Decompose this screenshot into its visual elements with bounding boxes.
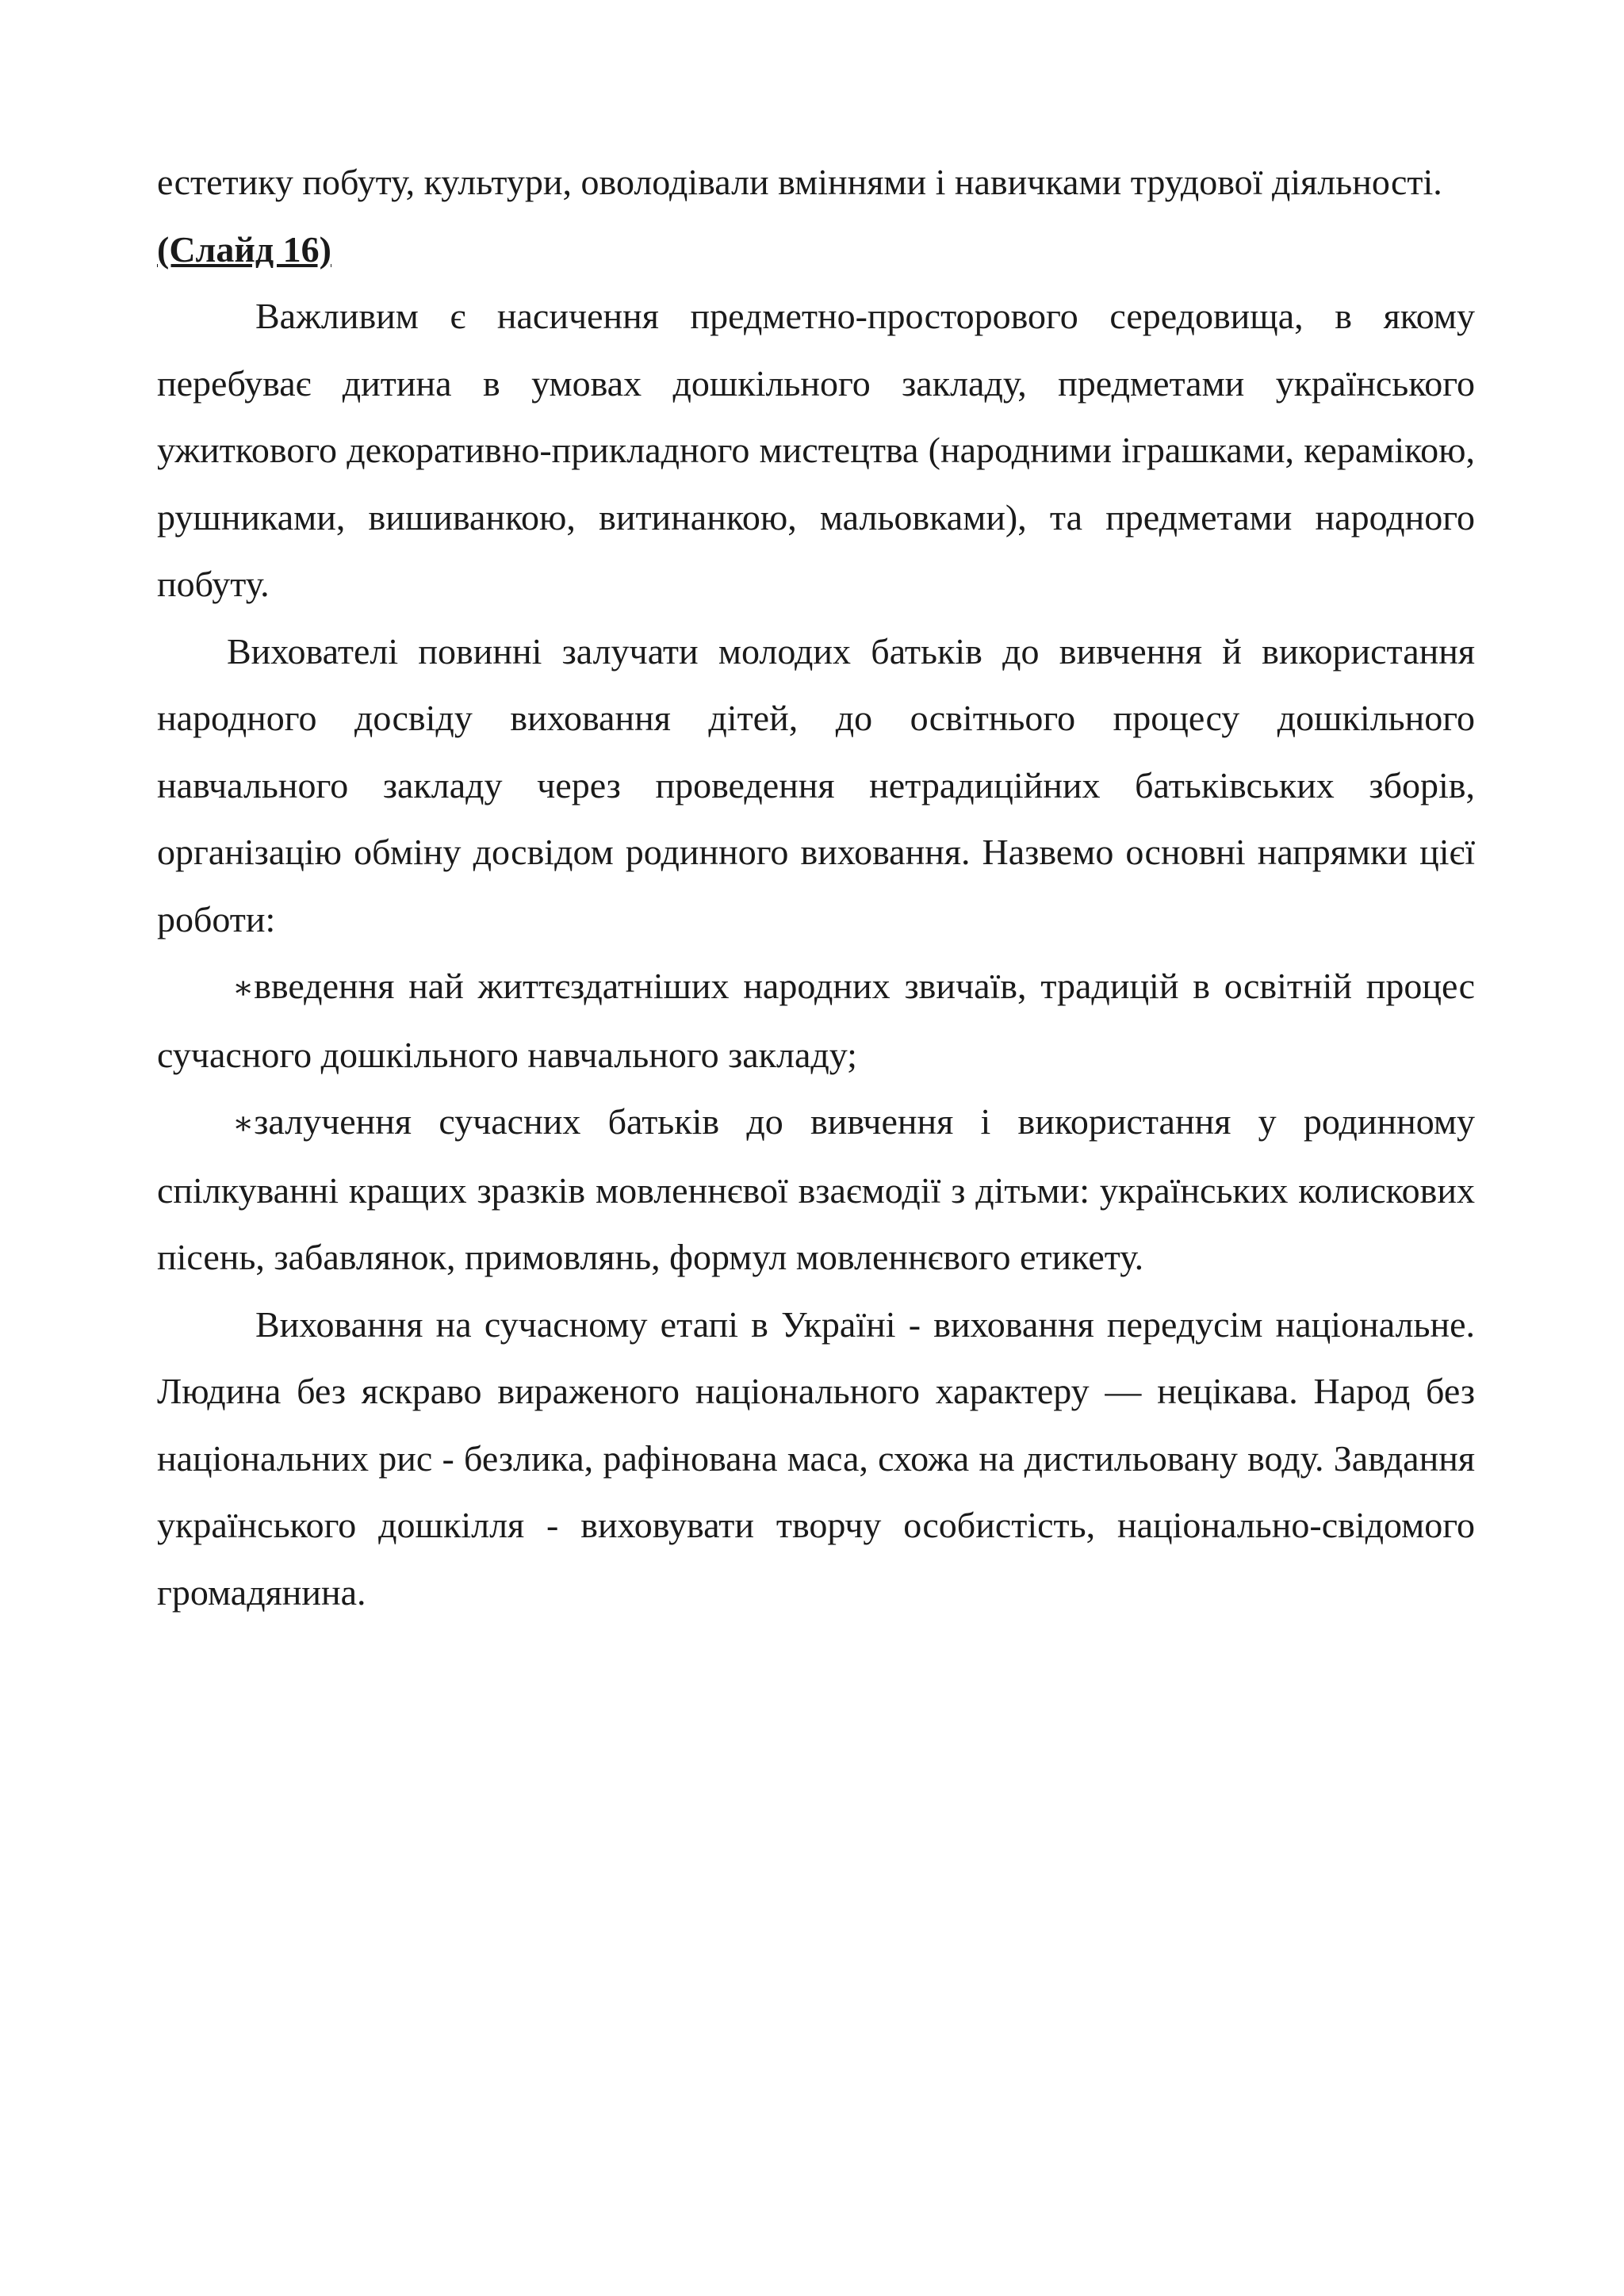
bullet-asterisk-icon: ∗ [232, 970, 255, 1005]
bullet-item [157, 1089, 1475, 1292]
slide-heading: (Слайд 16) [157, 228, 331, 270]
bullet-item-text: введення най життєздатніших народних звичаїв, традицій в освітній процес сучасного дошкільного навчального закладу; [157, 966, 1475, 1075]
paragraph-environment: Важливим є насичення предметно-просторового середовища, в якому перебуває дитина в умовах дошкільного закладу, предметами українського ужиткового декоративно-прикладного мистецтва (народними іграшками, керамікою, рушниками, вишиванкою, витинанкою, мальовками), та предметами народного побуту. [157, 296, 1475, 604]
paragraph-national-upbringing: Виховання на сучасному етапі в Україні - виховання передусім національне. Людина без яскраво вираженого національного характеру — нецікава. Народ без національних рис - безлика, рафінована маса, схожа на дистильовану воду. Завдання українського дошкілля - виховувати творчу особистість, національно-свідомого громадянина. [157, 1303, 1475, 1613]
bullet-item-text: залучення сучасних батьків до вивчення і використання у родинному спілкуванні кращих зразків мовленнєвої взаємодії з дітьми: українських колискових пісень, забавлянок, примовлянь, формул мовленнєвого етикету. [157, 1101, 1475, 1277]
paragraph-continuation: естетику побуту, культури, оволодівали вміннями і навичками трудової діяльності. [157, 162, 1442, 202]
paragraph-educators: Вихователі повинні залучати молодих батьків до вивчення й використання народного досвіду виховання дітей, до освітнього процесу дошкільного навчального закладу через проведення нетрадиційних батьківських зборів, організацію обміну досвідом родинного виховання. Назвемо основні напрямки цієї роботи: [157, 630, 1475, 939]
bullet-asterisk-icon: ∗ [232, 1105, 255, 1141]
bullet-item [157, 953, 1475, 1089]
document-body [157, 149, 1475, 1626]
